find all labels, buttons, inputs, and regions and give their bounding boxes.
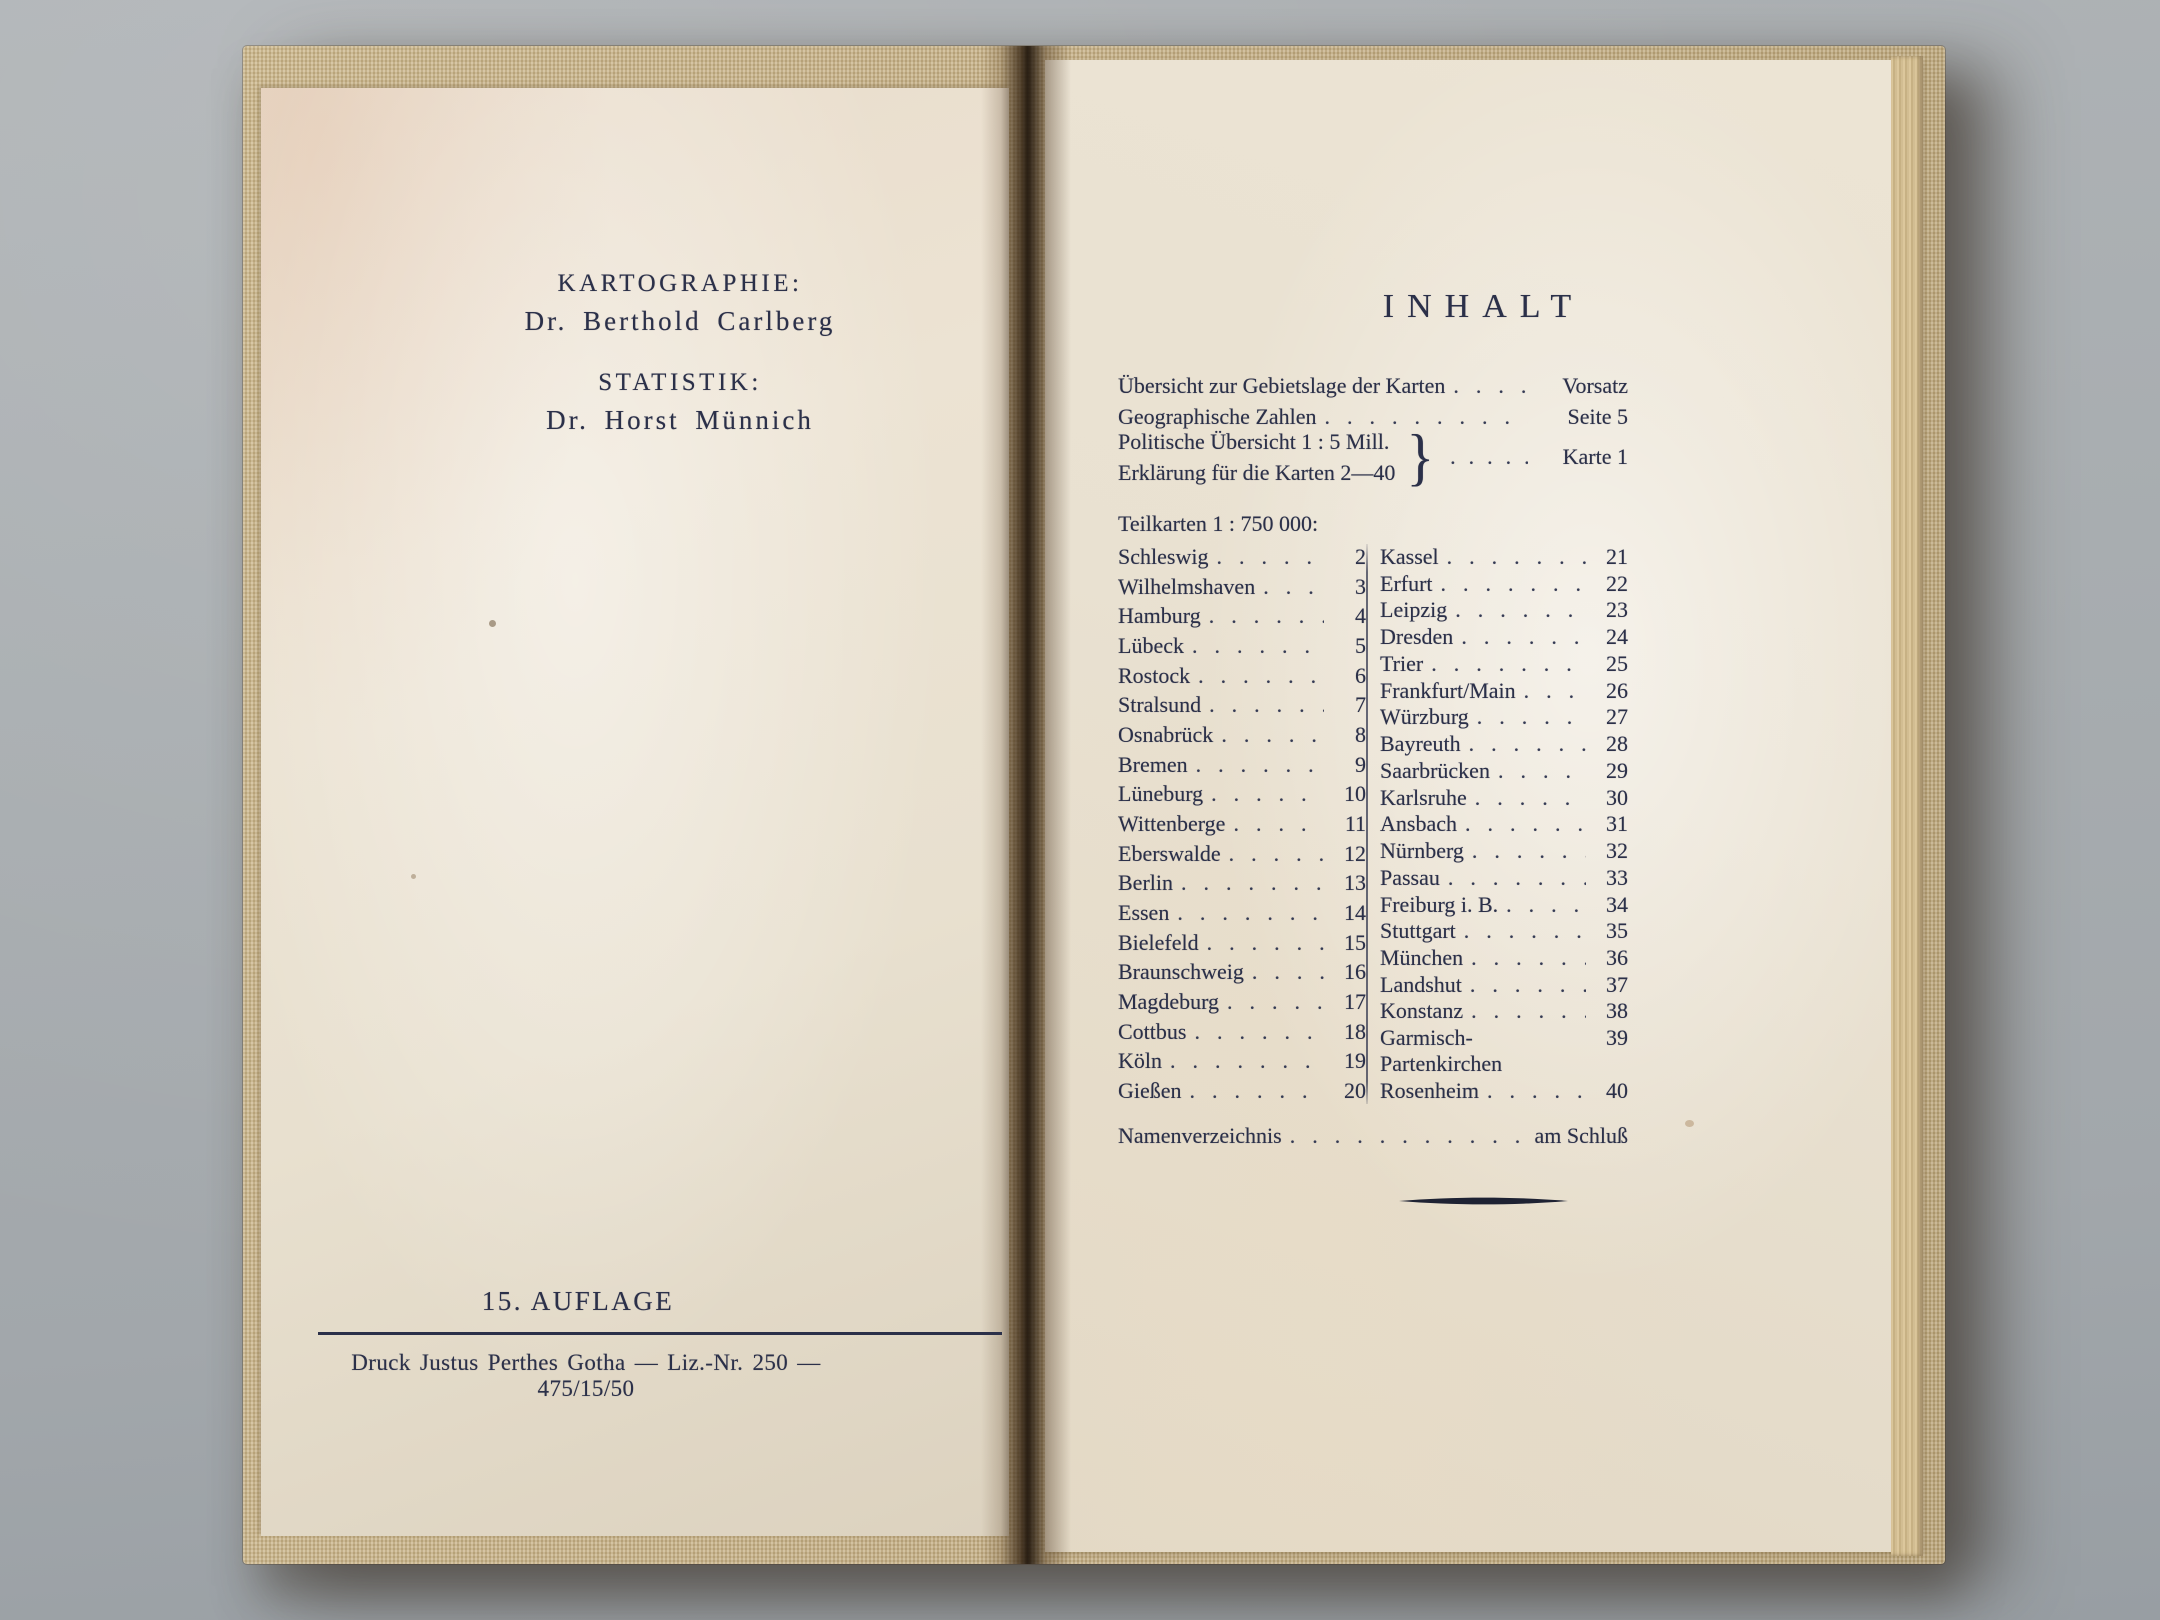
map-entry <box>1118 1019 1366 1045</box>
map-entry-page: 37 <box>1606 971 1628 997</box>
map-entry <box>1380 838 1628 864</box>
map-entry <box>1380 624 1628 650</box>
dot-leader <box>1477 704 1586 730</box>
dot-leader <box>1455 597 1586 623</box>
map-entry <box>1118 811 1366 837</box>
dot-leader <box>1170 1048 1324 1074</box>
dot-leader <box>1461 624 1586 650</box>
toc-entry-label: Namenverzeichnis <box>1118 1123 1282 1148</box>
dot-leader <box>1211 781 1324 807</box>
map-entry-name: Bayreuth <box>1380 731 1461 757</box>
dot-leader <box>1233 811 1324 837</box>
dot-leader <box>1506 892 1586 918</box>
dot-leader <box>1471 998 1586 1024</box>
imprint-line: Druck Justus Perthes Gotha — Liz.-Nr. 250 — 475/15/50 <box>351 1350 821 1401</box>
map-entry-page: 33 <box>1606 864 1628 890</box>
dot-leader <box>1290 1120 1520 1151</box>
dot-leader <box>1524 678 1586 704</box>
map-entry-name: Saarbrücken <box>1380 757 1490 783</box>
map-entry-name: Wittenberge <box>1118 810 1226 836</box>
credit-name: Dr. Horst Münnich <box>546 405 814 435</box>
map-entry <box>1118 841 1366 867</box>
map-entry-name: Bremen <box>1118 751 1188 777</box>
map-entry-name: Schleswig <box>1118 544 1209 569</box>
dot-leader <box>1450 444 1528 470</box>
map-entry-name: Trier <box>1380 650 1424 676</box>
map-entry <box>1118 1078 1366 1104</box>
dot-leader <box>1447 544 1586 570</box>
map-entry <box>1380 892 1628 918</box>
map-entry-page: 18 <box>1344 1018 1366 1044</box>
map-entry-name: München <box>1380 945 1464 971</box>
map-entry <box>1118 930 1366 956</box>
dot-leader <box>1470 972 1586 998</box>
map-entry-name: Stuttgart <box>1380 918 1456 944</box>
map-entry-page: 6 <box>1355 662 1366 688</box>
dot-leader <box>1190 1078 1324 1104</box>
map-entry-page: 26 <box>1606 677 1628 703</box>
dot-leader <box>1464 918 1586 944</box>
age-spot <box>489 620 496 627</box>
map-entry-name: Magdeburg <box>1118 988 1220 1014</box>
map-entry-page: 25 <box>1606 650 1628 676</box>
credit-name: Dr. Berthold Carlberg <box>524 306 836 336</box>
map-entry-name: Braunschweig <box>1118 959 1244 985</box>
map-entry <box>1118 959 1366 985</box>
map-entry-page: 16 <box>1344 959 1366 985</box>
map-entry-name: Dresden <box>1380 624 1454 650</box>
dot-leader <box>1453 370 1528 401</box>
map-entry <box>1380 918 1628 944</box>
dot-leader <box>1221 722 1324 748</box>
map-entry <box>1118 781 1366 807</box>
dot-leader <box>1227 989 1324 1015</box>
map-entry <box>1380 811 1628 837</box>
left-page <box>261 88 1009 1536</box>
map-entry-name: Rosenheim <box>1380 1077 1479 1103</box>
map-entry-name: Karlsruhe <box>1380 784 1467 810</box>
map-entry <box>1118 633 1366 659</box>
map-entry-page: 32 <box>1606 838 1628 864</box>
braced-lines <box>1118 426 1395 488</box>
dot-leader <box>1441 571 1586 597</box>
dot-leader <box>1472 838 1586 864</box>
map-entry-page: 23 <box>1606 597 1628 623</box>
dot-leader <box>1181 870 1324 896</box>
dot-leader <box>1263 574 1324 600</box>
map-column-left <box>1118 544 1366 1104</box>
braced-line-2: Erklärung für die Karten 2—40 <box>1118 460 1396 485</box>
map-entry <box>1380 651 1628 677</box>
map-entry-name: Lüneburg <box>1118 781 1204 807</box>
map-entry-name: Wilhelmshaven <box>1118 573 1256 599</box>
credit-role: KARTOGRAPHIE: <box>557 270 803 297</box>
dot-leader <box>1471 945 1586 971</box>
map-entry-page: 12 <box>1344 840 1366 866</box>
dot-leader <box>1448 865 1586 891</box>
map-entry-name: Köln <box>1118 1048 1162 1074</box>
dot-leader <box>1209 603 1324 629</box>
map-entry-page: 24 <box>1606 624 1628 650</box>
map-entry <box>1380 571 1628 597</box>
map-entry-name: Kassel <box>1380 544 1439 569</box>
credits-block <box>380 270 980 468</box>
map-entry-name: Rostock <box>1118 662 1191 688</box>
map-entry-name: Essen <box>1118 899 1170 925</box>
map-entry-page: 30 <box>1606 784 1628 810</box>
map-entry-name: Garmisch-Partenkirchen <box>1380 1025 1503 1077</box>
map-entry-page: 27 <box>1606 704 1628 730</box>
toc-title: INHALT <box>1382 288 1585 325</box>
map-entry-name: Osnabrück <box>1118 721 1214 747</box>
map-entry-name: Freiburg i. B. <box>1380 891 1499 917</box>
map-entry <box>1118 663 1366 689</box>
map-entry-name: Passau <box>1380 864 1440 890</box>
map-entry-page: 17 <box>1344 988 1366 1014</box>
map-entry <box>1380 731 1628 757</box>
map-entry-page: 5 <box>1355 632 1366 658</box>
map-entry-page: 10 <box>1344 781 1366 807</box>
map-entry-page: 29 <box>1606 757 1628 783</box>
map-entry <box>1118 1048 1366 1074</box>
dot-leader <box>1487 1078 1586 1104</box>
dot-leader <box>1207 930 1324 956</box>
map-entry-page: 34 <box>1606 891 1628 917</box>
section-heading: Teilkarten 1 : 750 000: <box>1118 511 1319 536</box>
map-entry-page: 31 <box>1606 811 1628 837</box>
map-entry <box>1118 574 1366 600</box>
dot-leader <box>1475 785 1586 811</box>
map-entry-page: 36 <box>1606 945 1628 971</box>
map-entry <box>1380 945 1628 971</box>
dot-leader <box>1431 651 1586 677</box>
map-entry-name: Nürnberg <box>1380 838 1464 864</box>
map-entry-name: Frankfurt/Main <box>1380 677 1516 703</box>
map-entry-name: Lübeck <box>1118 632 1184 658</box>
map-entry-name: Konstanz <box>1380 998 1464 1024</box>
dot-leader <box>1252 959 1324 985</box>
map-entry <box>1118 870 1366 896</box>
map-entry-name: Erfurt <box>1380 570 1433 596</box>
map-entry <box>1380 544 1628 570</box>
map-entry <box>1380 704 1628 730</box>
map-entry-name: Landshut <box>1380 971 1462 997</box>
map-entry <box>1118 603 1366 629</box>
map-entry-name: Gießen <box>1118 1077 1182 1103</box>
map-entry-name: Berlin <box>1118 870 1173 896</box>
dot-leader <box>1465 811 1586 837</box>
credit-entry <box>380 369 980 436</box>
brace-glyph: } <box>1406 421 1435 492</box>
dot-leader <box>1198 663 1324 689</box>
map-entry-page: 40 <box>1606 1077 1628 1103</box>
imprint-rule <box>318 1332 1002 1335</box>
braced-line-1: Politische Übersicht 1 : 5 Mill. <box>1118 429 1390 454</box>
toc-entry-page: am Schluß <box>1534 1123 1628 1148</box>
book-photo <box>243 46 1945 1564</box>
dot-leader <box>1196 752 1324 778</box>
map-entry <box>1380 597 1628 623</box>
dot-leader <box>1209 692 1324 718</box>
map-entry <box>1118 900 1366 926</box>
map-entry-page: 11 <box>1344 810 1366 836</box>
fore-edge-pages <box>1891 56 1923 1556</box>
toc-entry-label: Übersicht zur Gebietslage der Karten <box>1118 373 1446 398</box>
map-entry-page: 21 <box>1606 544 1628 569</box>
dot-leader <box>1192 633 1324 659</box>
dot-leader <box>1469 731 1586 757</box>
map-entry <box>1118 692 1366 718</box>
age-spot <box>1685 1120 1694 1127</box>
map-entry <box>1380 998 1628 1024</box>
map-entry-name: Eberswalde <box>1118 840 1221 866</box>
map-entry-page: 8 <box>1355 721 1366 747</box>
map-entry <box>1380 785 1628 811</box>
map-entry-page: 7 <box>1355 692 1366 718</box>
map-entry-page: 4 <box>1355 603 1366 629</box>
dot-leader <box>1177 900 1324 926</box>
map-entry-name: Ansbach <box>1380 811 1457 837</box>
map-entry-page: 3 <box>1355 573 1366 599</box>
map-entry <box>1118 752 1366 778</box>
dot-leader <box>1216 544 1324 570</box>
map-columns <box>1118 544 1628 1104</box>
dot-leader <box>1229 841 1324 867</box>
map-entry-page: 22 <box>1606 570 1628 596</box>
map-entry <box>1380 865 1628 891</box>
toc-braced-entry <box>1118 421 1628 492</box>
map-entry <box>1380 972 1628 998</box>
toc-entry-page: Karte 1 <box>1562 444 1628 469</box>
map-entry <box>1118 722 1366 748</box>
map-entry-name: Bielefeld <box>1118 929 1199 955</box>
toc-entry <box>1118 370 1628 401</box>
map-entry-name: Hamburg <box>1118 603 1201 629</box>
map-entry-page: 13 <box>1344 870 1366 896</box>
toc-entry-page: Vorsatz <box>1562 373 1628 398</box>
map-entry-page: 20 <box>1344 1077 1366 1103</box>
map-entry-name: Cottbus <box>1118 1018 1187 1044</box>
map-entry <box>1380 678 1628 704</box>
map-entry-page: 2 <box>1355 544 1366 569</box>
map-entry-page: 28 <box>1606 731 1628 757</box>
age-spot <box>411 874 416 879</box>
map-entry-page: 35 <box>1606 918 1628 944</box>
credit-entry <box>380 270 980 337</box>
credit-role: STATISTIK: <box>598 369 762 396</box>
toc-front-entries <box>1118 370 1628 432</box>
map-entry <box>1118 989 1366 1015</box>
map-column-right <box>1368 544 1628 1104</box>
divider-ornament <box>1045 1194 1922 1212</box>
map-entry-page: 39 <box>1606 1025 1628 1051</box>
map-entry-name: Leipzig <box>1380 597 1448 623</box>
map-entry-name: Würzburg <box>1380 704 1469 730</box>
map-entry-page: 15 <box>1344 929 1366 955</box>
map-entry-page: 14 <box>1344 899 1366 925</box>
map-entry <box>1118 544 1366 570</box>
edition-label: 15. AUFLAGE <box>481 1286 675 1316</box>
map-entry-page: 38 <box>1606 998 1628 1024</box>
toc-entry-page: Seite 5 <box>1567 404 1628 429</box>
toc-entry-label: Geographische Zahlen <box>1118 404 1317 429</box>
map-entry-page: 19 <box>1344 1048 1366 1074</box>
map-entry <box>1380 758 1628 784</box>
dot-leader <box>1498 758 1586 784</box>
map-entry <box>1380 1025 1628 1077</box>
right-page <box>1045 60 1922 1552</box>
map-entry <box>1380 1078 1628 1104</box>
map-entry-name: Stralsund <box>1118 692 1202 718</box>
dot-leader <box>1194 1019 1324 1045</box>
map-entry-page: 9 <box>1355 751 1366 777</box>
toc-closing-entry <box>1118 1120 1628 1151</box>
